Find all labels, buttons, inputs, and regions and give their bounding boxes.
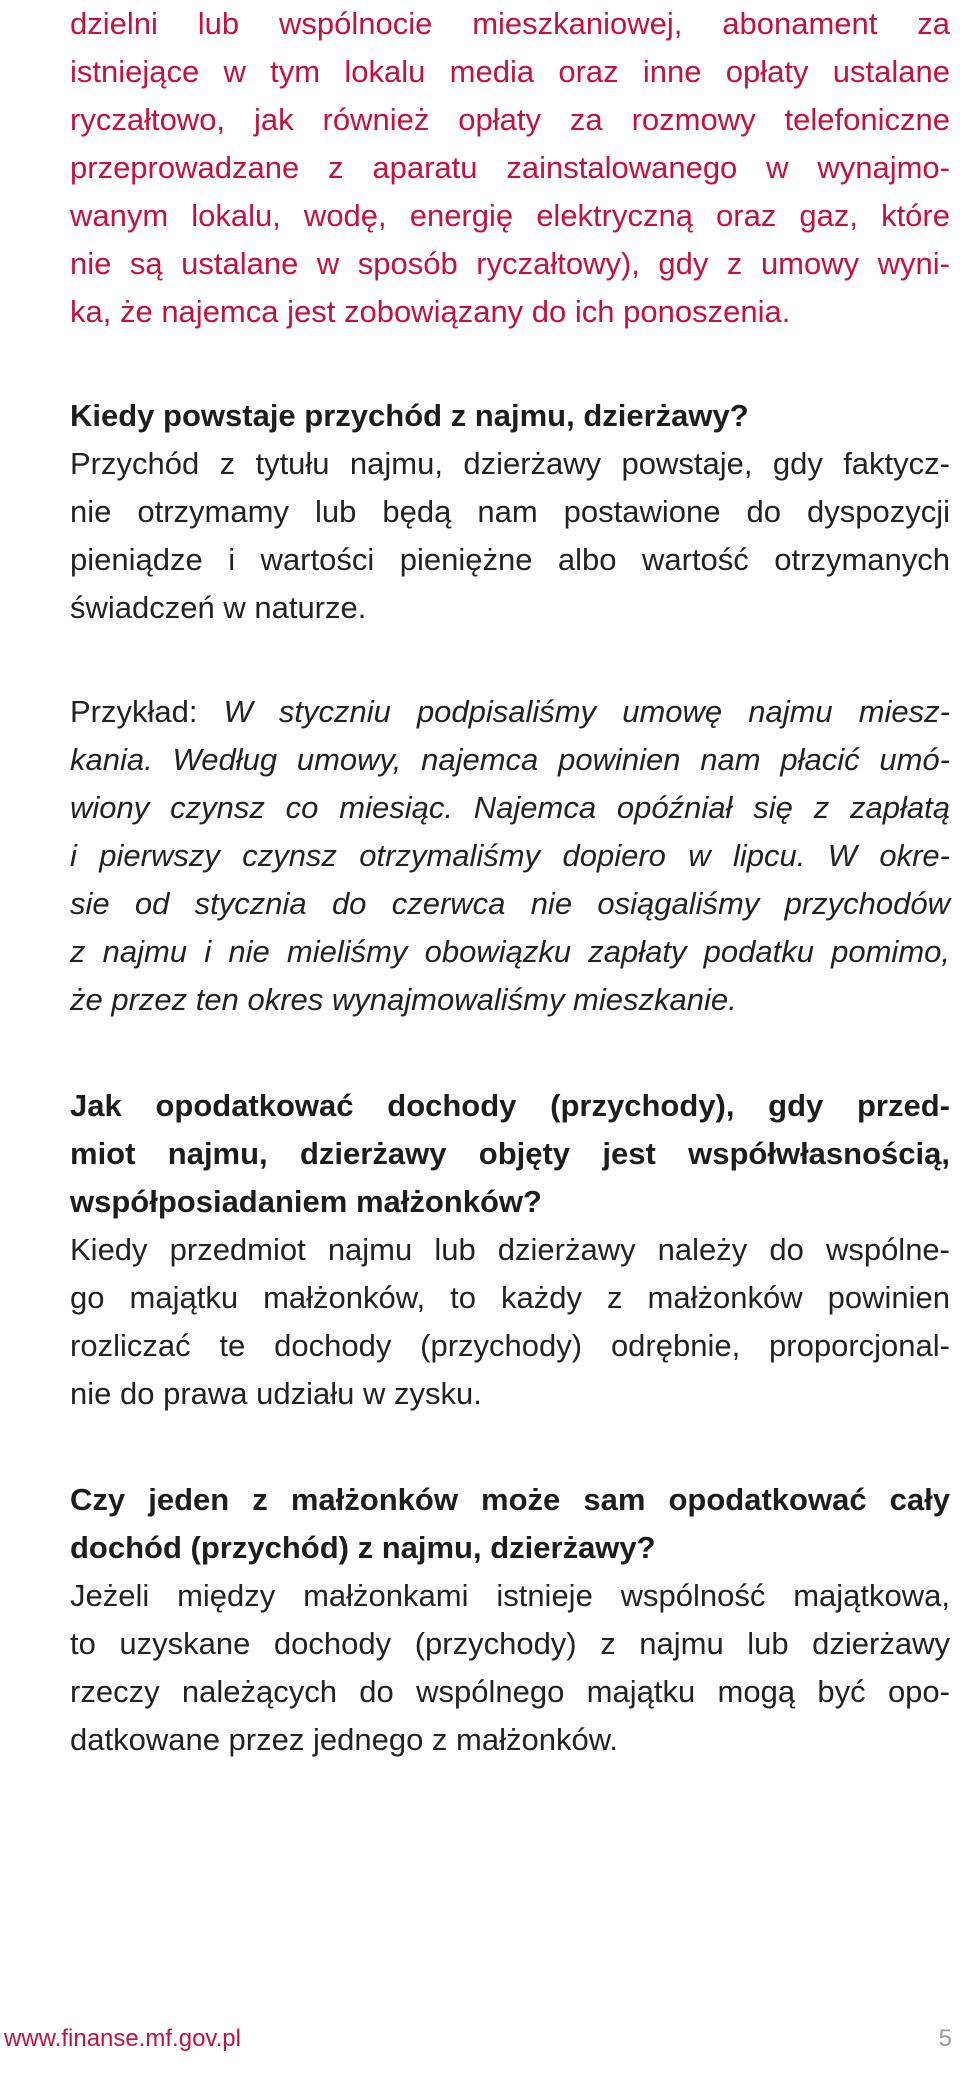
intro-line: istniejące w tym lokalu media oraz inne opłaty ustalane <box>70 54 950 89</box>
section-heading: współposiadaniem małżonków? <box>70 1184 542 1219</box>
example-line: z najmu i nie mieliśmy obowiązku zapłaty podatku pomimo, <box>70 934 950 969</box>
intro-line: ryczałtowo, jak również opłaty za rozmowy telefoniczne <box>70 102 950 137</box>
intro-line: wanym lokalu, wodę, energię elektryczną oraz gaz, które <box>70 198 950 233</box>
section-heading: dochód (przychód) z najmu, dzierżawy? <box>70 1530 656 1565</box>
body-line: pieniądze i wartości pieniężne albo wartość otrzymanych <box>70 542 950 577</box>
page-number: 5 <box>938 2025 952 2052</box>
body-line: rozliczać te dochody (przychody) odrębnie, proporcjonal- <box>70 1328 950 1363</box>
example-line: i pierwszy czynsz otrzymaliśmy dopiero w lipcu. W okre- <box>70 838 950 873</box>
example-first-line <box>70 688 950 736</box>
section-coownership <box>70 1082 950 1418</box>
intro-line: dzielni lub wspólnocie mieszkaniowej, abonament za <box>70 6 950 41</box>
example-line: kania. Według umowy, najemca powinien nam płacić umó- <box>70 742 950 777</box>
section-heading: miot najmu, dzierżawy objęty jest współwłasnością, <box>70 1136 950 1171</box>
example-line: wiony czynsz co miesiąc. Najemca opóźniał się z zapłatą <box>70 790 950 825</box>
section-heading: Czy jeden z małżonków może sam opodatkować cały <box>70 1482 950 1517</box>
body-line: rzeczy należących do wspólnego majątku mogą być opo- <box>70 1674 950 1709</box>
example-line: sie od stycznia do czerwca nie osiągaliśmy przychodów <box>70 886 950 921</box>
example-label: Przykład: <box>70 694 198 729</box>
body-line: Jeżeli między małżonkami istnieje wspólność majątkowa, <box>70 1578 950 1613</box>
intro-line: ka, że najemca jest zobowiązany do ich ponoszenia. <box>70 294 791 329</box>
footer-website-link[interactable]: www.finanse.mf.gov.pl <box>4 2025 241 2052</box>
body-line: datkowane przez jednego z małżonków. <box>70 1722 618 1757</box>
body-line: Kiedy przedmiot najmu lub dzierżawy należy do wspólne- <box>70 1232 950 1267</box>
body-line: nie do prawa udziału w zysku. <box>70 1376 482 1411</box>
section-heading: Jak opodatkować dochody (przychody), gdy przed- <box>70 1088 950 1123</box>
section-single-spouse <box>70 1476 950 1764</box>
example-text: W styczniu podpisaliśmy umowę najmu miesz- <box>223 694 950 729</box>
body-line: to uzyskane dochody (przychody) z najmu lub dzierżawy <box>70 1626 950 1661</box>
body-line: go majątku małżonków, to każdy z małżonków powinien <box>70 1280 950 1315</box>
section-income <box>70 392 950 632</box>
example-paragraph <box>70 688 950 1024</box>
intro-line: nie są ustalane w sposób ryczałtowy), gdy z umowy wyni- <box>70 246 950 281</box>
intro-line: przeprowadzane z aparatu zainstalowanego w wynajmo- <box>70 150 950 185</box>
intro-paragraph <box>70 0 950 336</box>
section-heading: Kiedy powstaje przychód z najmu, dzierżawy? <box>70 398 749 433</box>
body-line: nie otrzymamy lub będą nam postawione do dyspozycji <box>70 494 950 529</box>
body-line: Przychód z tytułu najmu, dzierżawy powstaje, gdy faktycz- <box>70 446 950 481</box>
body-line: świadczeń w naturze. <box>70 590 367 625</box>
example-line: że przez ten okres wynajmowaliśmy mieszkanie. <box>70 982 737 1017</box>
